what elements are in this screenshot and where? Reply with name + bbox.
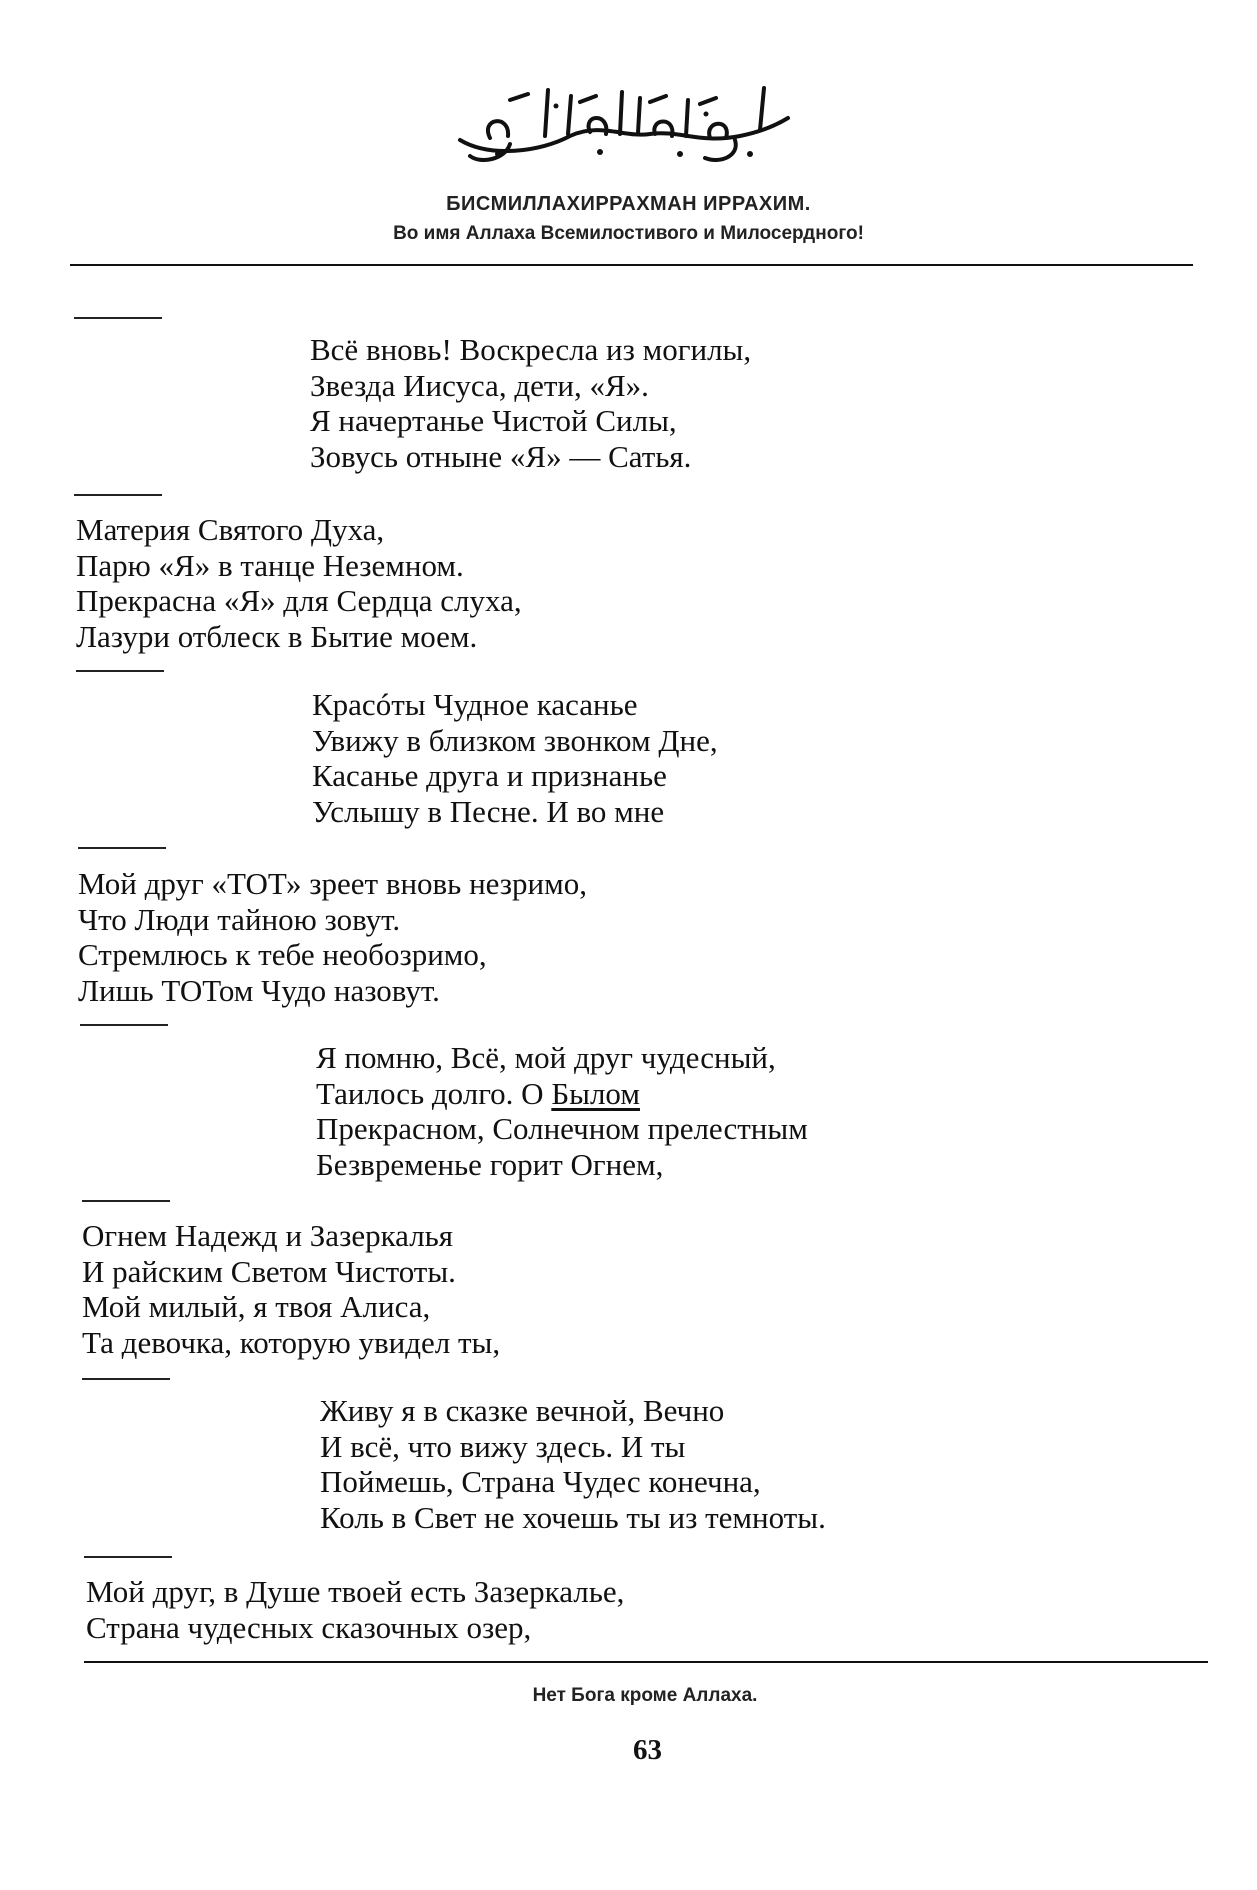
stanza-3 <box>312 687 718 829</box>
footer-text: Нет Бога кроме Аллаха. <box>532 1685 758 1706</box>
stanza-2 <box>76 512 522 654</box>
stanza-divider <box>80 1024 168 1026</box>
stanza-divider <box>76 670 164 672</box>
footer-rule <box>84 1661 1208 1663</box>
verse-line: Та девочка, которую увидел ты, <box>82 1324 501 1360</box>
stanza-divider <box>82 1378 170 1380</box>
verse-line: И всё, что вижу здесь. И ты <box>320 1428 686 1464</box>
verse-line: Красóты Чудное касанье <box>312 687 638 722</box>
stanza-5 <box>316 1040 808 1182</box>
verse-line: Увижу в близком звонком Дне, <box>312 722 718 758</box>
header-subtitle: Во имя Аллаха Всемилостивого и Милосердного! <box>393 223 864 244</box>
stanza-divider <box>82 1200 170 1202</box>
verse-line: Живу я в сказке вечной, Вечно <box>320 1393 725 1428</box>
verse-line: Материя Святого Духа, <box>76 512 385 547</box>
verse-line: Лазури отблеск в Бытие моем. <box>76 618 478 654</box>
header-title: БИСМИЛЛАХИРРАХМАН ИРРАХИМ. <box>446 193 811 215</box>
bismillah-calligraphy <box>450 78 800 168</box>
verse-line <box>316 1076 808 1112</box>
page-number: 63 <box>633 1734 662 1766</box>
stanza-7 <box>320 1393 826 1535</box>
stanza-divider <box>78 847 166 849</box>
verse-line: Зовусь отныне «Я» — Сатья. <box>310 438 692 474</box>
stanza-divider <box>84 1556 172 1558</box>
verse-line: Услышу в Песне. И во мне <box>312 793 665 829</box>
verse-line-start: Таилось долго. О <box>316 1075 552 1111</box>
verse-line: Прекрасном, Солнечном прелестным <box>316 1111 808 1146</box>
verse-line: Парю «Я» в танце Неземном. <box>76 547 464 583</box>
verse-line: Звезда Иисуса, дети, «Я». <box>310 367 649 403</box>
verse-line: Коль в Свет не хочешь ты из темноты. <box>320 1499 826 1535</box>
verse-line: И райским Светом Чистоты. <box>82 1253 456 1289</box>
verse-line: Поймешь, Страна Чудес конечна, <box>320 1464 761 1499</box>
verse-line: Мой милый, я твоя Алиса, <box>82 1289 431 1324</box>
verse-line: Касанье друга и признанье <box>312 758 667 793</box>
stanza-1 <box>310 332 751 474</box>
verse-line: Всё вновь! Воскресла из могилы, <box>310 332 752 367</box>
stanza-divider <box>74 494 162 496</box>
verse-line: Стремлюсь к тебе необозримо, <box>78 937 487 972</box>
verse-line: Что Люди тайною зовут. <box>78 901 401 937</box>
header-rule <box>70 264 1193 266</box>
stanza-4 <box>78 866 587 1008</box>
verse-line: Я начертанье Чистой Силы, <box>310 403 677 438</box>
verse-line: Мой друг, в Душе твоей есть Зазеркалье, <box>86 1574 625 1609</box>
verse-line: Огнем Надежд и Зазеркалья <box>82 1218 454 1253</box>
verse-line: Безвременье горит Огнем, <box>316 1146 664 1182</box>
stanza-divider <box>74 317 162 319</box>
verse-line: Я помню, Всё, мой друг чудесный, <box>316 1040 776 1075</box>
stanza-6 <box>82 1218 500 1360</box>
verse-line: Прекрасна «Я» для Сердца слуха, <box>76 583 522 618</box>
stanza-8 <box>86 1574 624 1645</box>
verse-line: Лишь ТОТом Чудо назовут. <box>78 972 440 1008</box>
verse-line: Мой друг «ТОТ» зреет вновь незримо, <box>78 866 588 901</box>
underlined-word: Былом <box>551 1075 640 1111</box>
verse-line: Страна чудесных сказочных озер, <box>86 1609 532 1645</box>
